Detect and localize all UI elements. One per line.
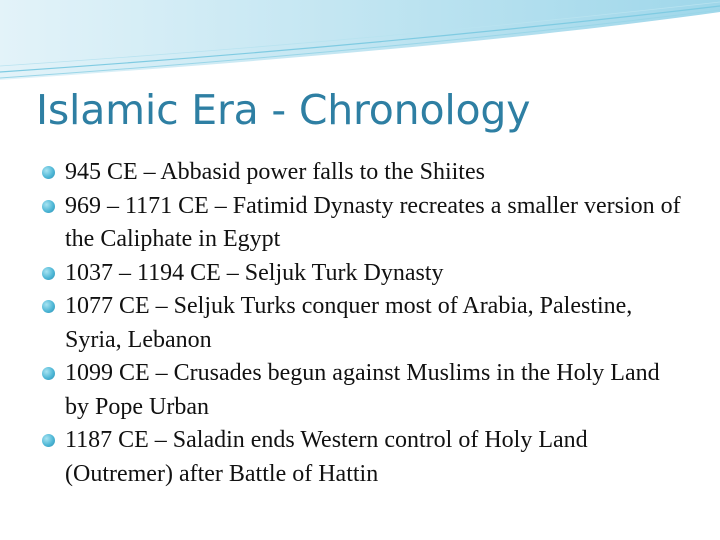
list-item	[42, 257, 682, 291]
bullet-text: 1077 CE – Seljuk Turks conquer most of Arabia, Palestine, Syria, Lebanon	[65, 293, 633, 353]
list-item	[42, 156, 682, 190]
list-item	[42, 190, 682, 257]
bullet-icon	[42, 367, 55, 380]
list-item	[42, 424, 682, 491]
list-item	[42, 290, 682, 357]
slide-title: Islamic Era - Chronology	[36, 86, 531, 134]
bullet-text: 945 CE – Abbasid power falls to the Shiites	[65, 159, 485, 185]
bullet-icon	[42, 200, 55, 213]
bullet-icon	[42, 434, 55, 447]
bullet-text: 1037 – 1194 CE – Seljuk Turk Dynasty	[65, 259, 444, 286]
bullet-text: 969 – 1171 CE – Fatimid Dynasty recreates a smaller version of the Caliphate in Egypt	[65, 192, 681, 252]
bullet-icon	[42, 267, 55, 280]
list-item	[42, 357, 682, 424]
bullet-list	[42, 156, 682, 491]
bullet-icon	[42, 300, 55, 313]
bullet-text: 1099 CE – Crusades begun against Muslims in the Holy Land by Pope Urban	[65, 360, 660, 420]
bullet-icon	[42, 166, 55, 179]
bullet-text: 1187 CE – Saladin ends Western control of Holy Land (Outremer) after Battle of Hattin	[65, 427, 588, 487]
header-decoration	[0, 0, 720, 90]
